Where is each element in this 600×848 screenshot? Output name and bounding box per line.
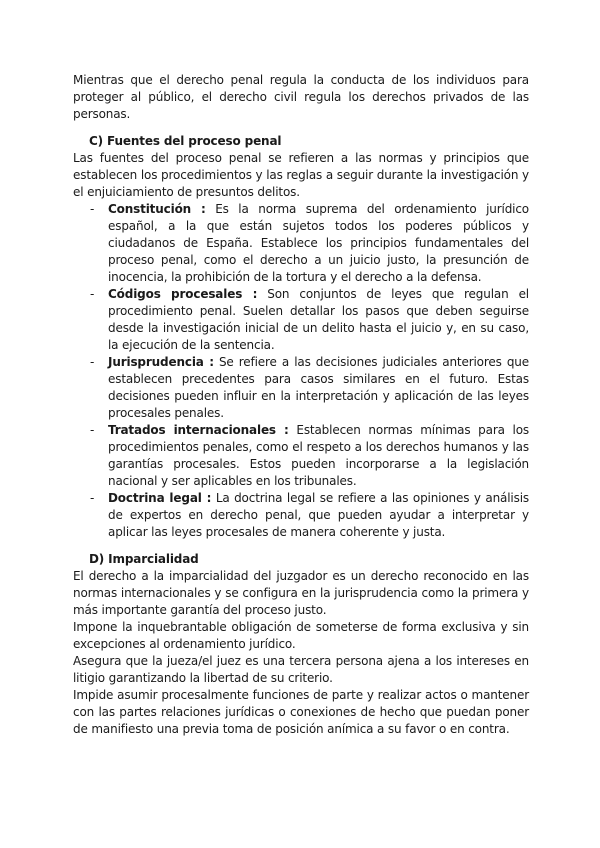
section-c-paragraph: Las fuentes del proceso penal se refieren a las normas y principios que establecen los procedimientos y las reglas a seguir durante la investigación y el enjuiciamiento de presuntos delitos. — [73, 151, 529, 199]
intro-paragraph: Mientras que el derecho penal regula la conducta de los individuos para proteger al público, el derecho civil regula los derechos privados de las personas. — [73, 73, 529, 121]
sources-list — [73, 201, 529, 541]
list-dash: - — [90, 287, 95, 301]
list-item-constitucion — [73, 201, 529, 286]
list-item-text: Se refiere a las decisiones judiciales anteriores que establecen precedentes para casos similares en el futuro. Estas decisiones pueden influir en la interpretación y aplicación de las leyes procesales penales. — [108, 355, 529, 420]
list-item-jurisprudencia — [73, 354, 529, 422]
section-c-heading: C) Fuentes del proceso penal — [89, 134, 282, 148]
list-item-tratados-internacionales — [73, 422, 529, 490]
list-item-text: Establecen normas mínimas para los procedimientos penales, como el respeto a los derechos humanos y las garantías procesales. Estos pueden incorporarse a la legislación nacional y ser aplicables en los tribunales. — [108, 423, 530, 488]
list-dash: - — [90, 491, 95, 505]
section-d-paragraph: Impone la inquebrantable obligación de someterse de forma exclusiva y sin excepciones al ordenamiento jurídico. — [73, 620, 529, 651]
section-d-paragraph: Impide asumir procesalmente funciones de parte y realizar actos o mantener con las partes relaciones jurídicas o conexiones de hecho que puedan poner de manifiesto una previa toma de posición anímica a su favor o en contra. — [73, 688, 529, 736]
list-item-codigos-procesales — [73, 286, 529, 354]
list-dash: - — [90, 423, 95, 437]
section-d-heading: D) Imparcialidad — [89, 552, 199, 566]
list-item-term: Tratados internacionales : — [108, 423, 289, 437]
list-dash: - — [90, 202, 95, 216]
list-dash: - — [90, 355, 95, 369]
list-item-text: La doctrina legal se refiere a las opiniones y análisis de expertos en derecho penal, que pueden ayudar a interpretar y aplicar las leyes procesales de manera coherente y justa. — [108, 491, 529, 539]
list-item-term: Doctrina legal : — [108, 491, 212, 505]
list-item-term: Jurisprudencia : — [108, 355, 214, 369]
list-item-doctrina-legal — [73, 490, 529, 541]
list-item-text: Es la norma suprema del ordenamiento jurídico español, a la que están sujetos todos los poderes públicos y ciudadanos de España. Establece los principios fundamentales del proceso penal, como el derecho a un juicio justo, la presunción de inocencia, la prohibición de la tortura y el derecho a la defensa. — [108, 202, 529, 284]
document-page — [73, 72, 529, 738]
section-d-paragraph: El derecho a la imparcialidad del juzgador es un derecho reconocido en las normas internacionales y se configura en la jurisprudencia como la primera y más importante garantía del proceso justo. — [73, 569, 529, 617]
section-d-paragraph: Asegura que la jueza/el juez es una tercera persona ajena a los intereses en litigio garantizando la libertad de su criterio. — [73, 654, 529, 685]
list-item-term: Constitución : — [108, 202, 206, 216]
list-item-term: Códigos procesales : — [108, 287, 258, 301]
list-item-text: Son conjuntos de leyes que regulan el procedimiento penal. Suelen detallar los pasos que deben seguirse desde la investigación inicial de un delito hasta el juicio y, en su caso, la ejecución de la sentencia. — [108, 287, 529, 352]
